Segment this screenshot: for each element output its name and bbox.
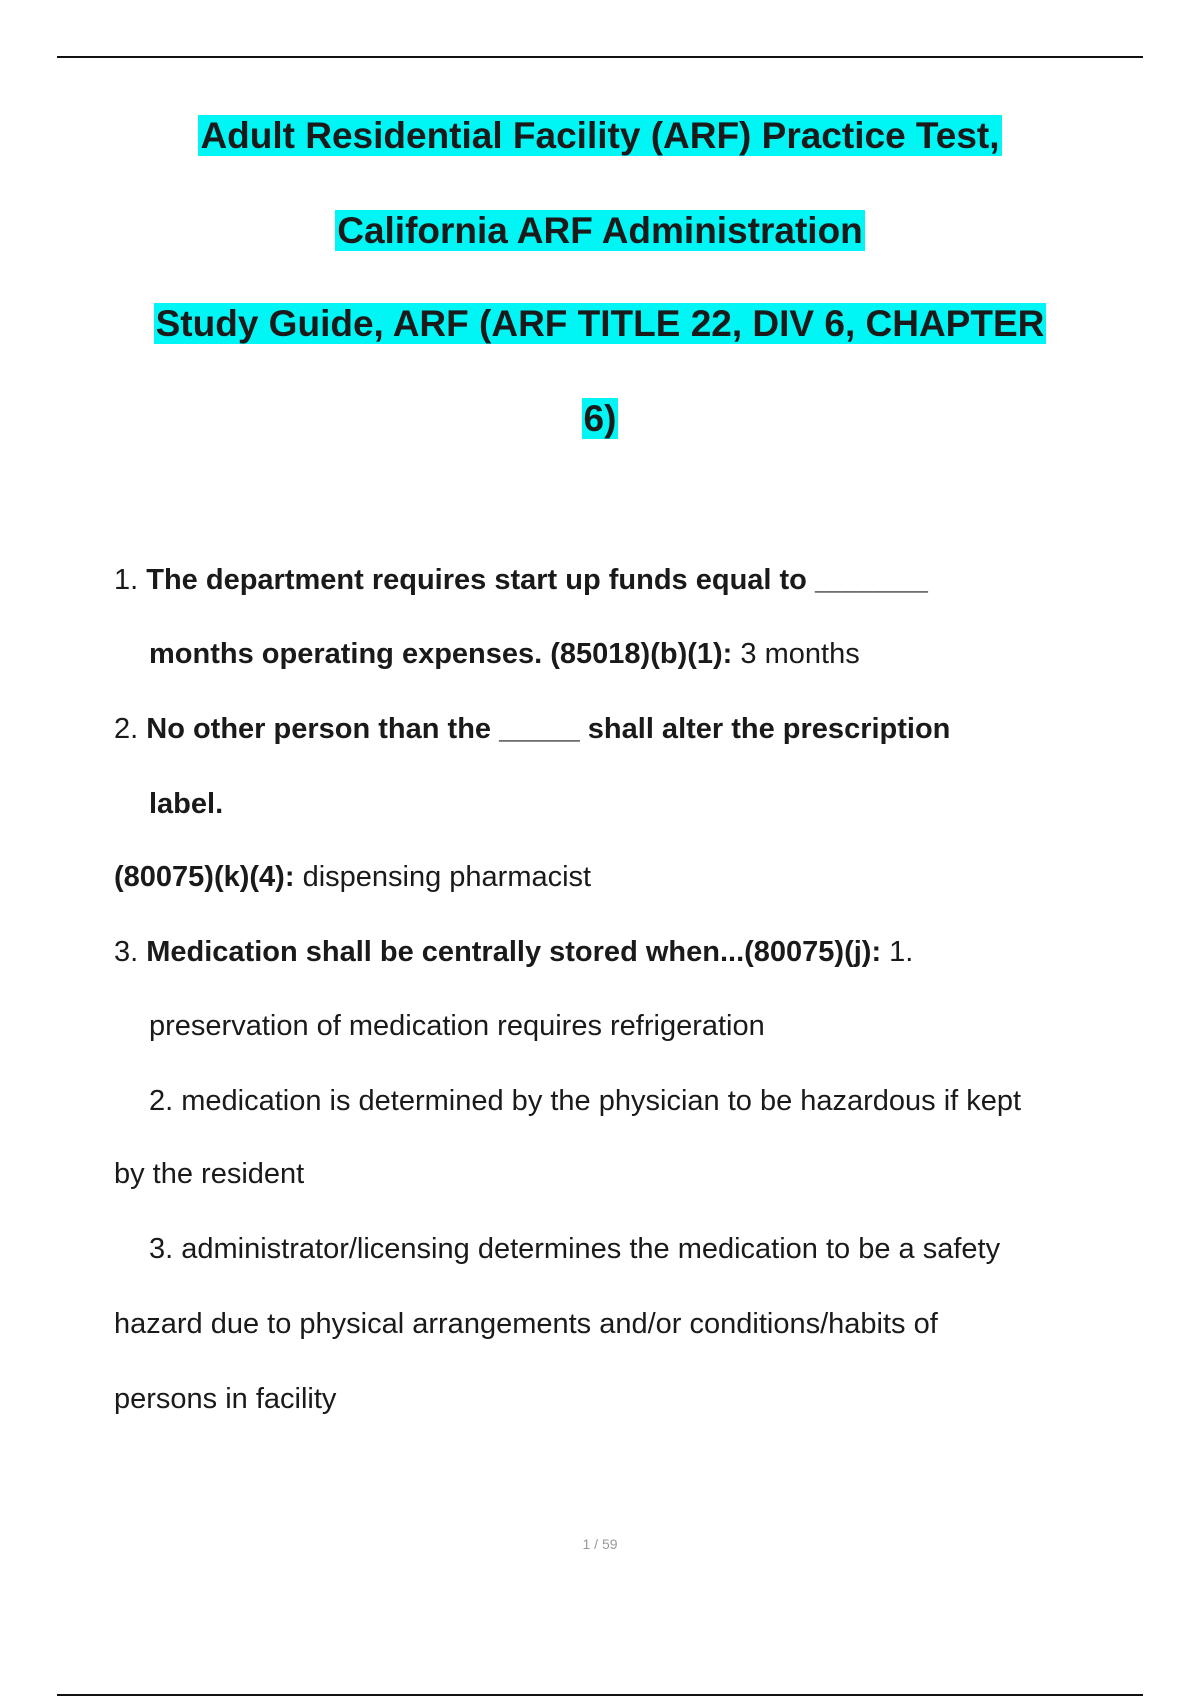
answer-text: 3 months <box>740 638 860 670</box>
title-line-1: Adult Residential Facility (ARF) Practice Test, <box>200 115 1000 156</box>
question-1 <box>114 561 928 599</box>
answer-text: 1. <box>889 936 914 968</box>
question-text: Medication shall be centrally stored when...(80075)(j): <box>146 936 882 968</box>
answer-text: dispensing pharmacist <box>302 861 592 893</box>
answer-line: by the resident <box>114 1158 305 1190</box>
title-line-2: California ARF Administration <box>337 210 863 251</box>
top-rule <box>57 56 1143 58</box>
question-1-continued <box>149 635 860 673</box>
question-text: label. <box>149 788 224 820</box>
bottom-rule <box>57 1694 1143 1696</box>
answer-line: persons in facility <box>114 1383 337 1415</box>
question-text: No other person than the _____ shall alter the prescription <box>146 713 951 745</box>
question-number: 2. <box>114 713 139 745</box>
question-2 <box>114 710 950 748</box>
question-2-answer <box>114 858 591 896</box>
page-number: 1 / 59 <box>582 1536 618 1552</box>
answer-line: 2. medication is determined by the physician to be hazardous if kept <box>149 1085 1022 1117</box>
answer-line: hazard due to physical arrangements and/or conditions/habits of <box>114 1308 938 1340</box>
question-2-continued <box>149 785 223 823</box>
answer-line: preservation of medication requires refrigeration <box>149 1010 765 1042</box>
question-text: The department requires start up funds equal to _______ <box>146 564 928 596</box>
reference-text: (80075)(k)(4): <box>114 861 295 893</box>
question-text: months operating expenses. (85018)(b)(1): <box>149 638 733 670</box>
answer-line: 3. administrator/licensing determines the medication to be a safety <box>149 1233 1001 1265</box>
question-number: 1. <box>114 564 139 596</box>
title-line-3: Study Guide, ARF (ARF TITLE 22, DIV 6, CHAPTER <box>155 303 1045 344</box>
question-number: 3. <box>114 936 139 968</box>
question-3 <box>114 933 913 971</box>
title-line-4: 6) <box>583 398 617 439</box>
